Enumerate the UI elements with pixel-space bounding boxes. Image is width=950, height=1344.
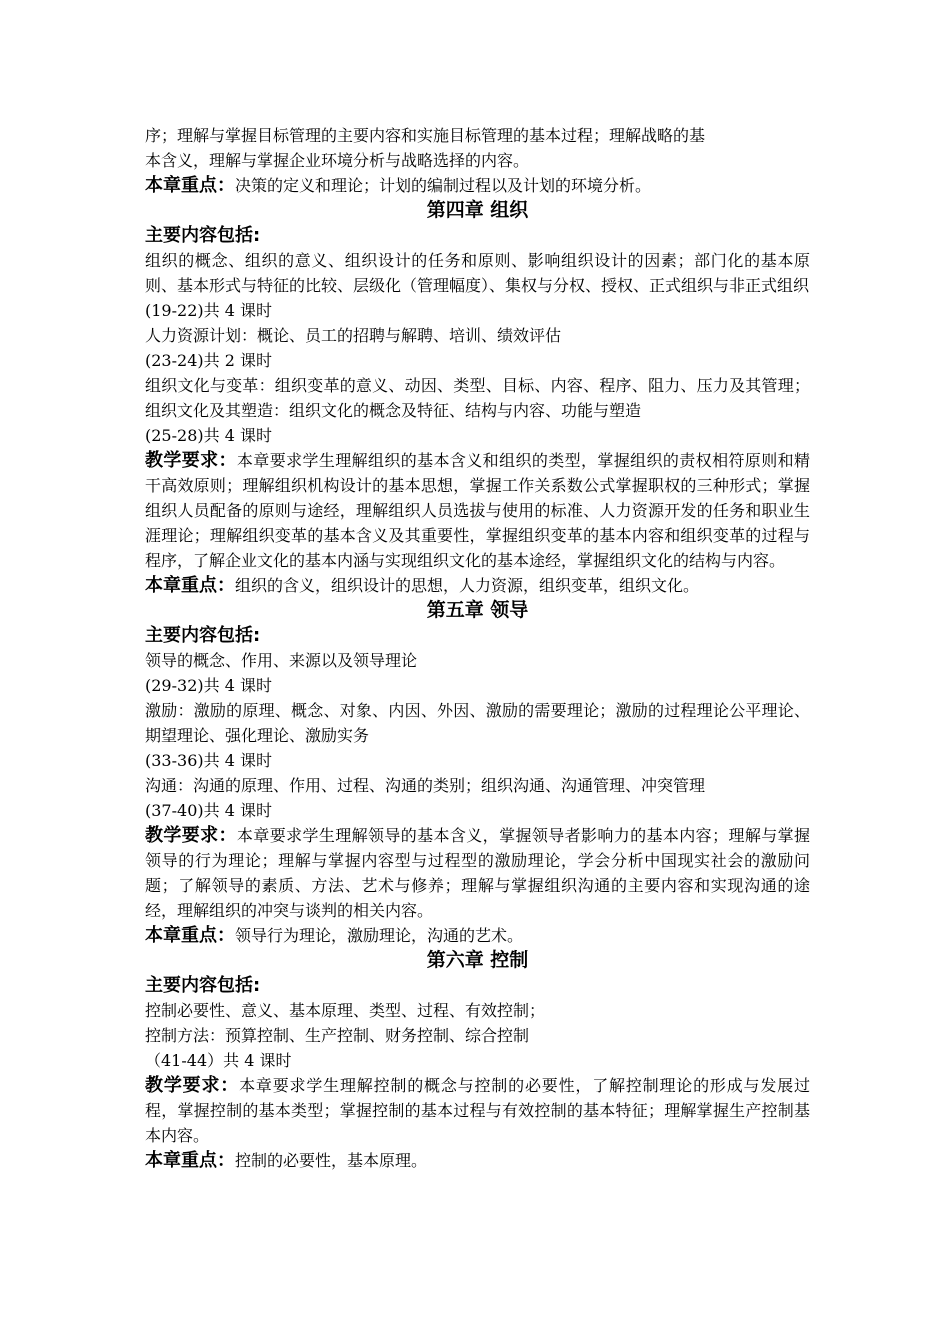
chapter-4-para-1: 组织的概念、组织的意义、组织设计的任务和原则、影响组织设计的因素；部门化的基本原则、基本形式与特征的比较、层级化（管理幅度）、集权与分权、授权、正式组织与非正式组织 (145, 251, 810, 295)
chapter-5-title: 第五章 领导 (426, 599, 529, 621)
chapter-5-hours-2: (33-36)共 4 课时 (145, 751, 272, 770)
chapter-6-hours-1: （41-44）共 4 课时 (145, 1051, 292, 1070)
chapter-5-para-1: 领导的概念、作用、来源以及领导理论 (145, 651, 418, 670)
chapter-4-title: 第四章 组织 (426, 199, 529, 221)
requirements-label: 教学要求： (145, 825, 237, 846)
document-page (145, 123, 810, 1173)
requirements-text: 本章要求学生理解控制的概念与控制的必要性，了解控制理论的形成与发展过程，掌握控制的基本类型；掌握控制的基本过程与有效控制的基本特征；理解掌握生产控制基本内容。 (145, 1076, 810, 1145)
chapter-4-para-3: 组织文化与变革：组织变革的意义、动因、类型、目标、内容、程序、阻力、压力及其管理；组织文化及其塑造：组织文化的概念及特征、结构与内容、功能与塑造 (145, 376, 810, 420)
chapter-4-para-2: 人力资源计划：概论、员工的招聘与解聘、培训、绩效评估 (145, 326, 562, 345)
focus-text: 组织的含义，组织设计的思想，人力资源，组织变革，组织文化。 (235, 576, 700, 595)
requirements-label: 教学要求： (145, 450, 237, 471)
chapter-4-hours-2: (23-24)共 2 课时 (145, 351, 272, 370)
chapter-5-para-3: 沟通：沟通的原理、作用、过程、沟通的类别；组织沟通、沟通管理、冲突管理 (145, 776, 706, 795)
focus-label: 本章重点： (145, 1150, 235, 1171)
chapter-5-focus (145, 923, 810, 948)
chapter-6-title: 第六章 控制 (426, 949, 529, 971)
requirements-label: 教学要求： (145, 1075, 240, 1096)
chapter-4-hours-3: (25-28)共 4 课时 (145, 426, 272, 445)
chapter-5-hours-3: (37-40)共 4 课时 (145, 801, 272, 820)
chapter-6-requirements (145, 1073, 810, 1148)
chapter-5-para-2: 激励：激励的原理、概念、对象、内因、外因、激励的需要理论；激励的过程理论公平理论、期望理论、强化理论、激励实务 (145, 701, 810, 745)
chapter-6-para-1: 控制必要性、意义、基本原理、类型、过程、有效控制； (145, 1001, 546, 1020)
intro-line-2: 本含义，理解与掌握企业环境分析与战略选择的内容。 (145, 151, 530, 170)
intro-line-1: 序；理解与掌握目标管理的主要内容和实施目标管理的基本过程；理解战略的基 (145, 126, 706, 145)
chapter-6-para-2: 控制方法：预算控制、生产控制、财务控制、综合控制 (145, 1026, 530, 1045)
focus-label: 本章重点： (145, 575, 235, 596)
chapter-6-content-label: 主要内容包括: (145, 975, 261, 996)
chapter-5-requirements (145, 823, 810, 923)
chapter-4-content-label: 主要内容包括: (145, 225, 261, 246)
chapter-4-hours-1: (19-22)共 4 课时 (145, 301, 272, 320)
focus-label: 本章重点： (145, 175, 235, 196)
intro-focus (145, 173, 810, 198)
focus-text: 控制的必要性，基本原理。 (235, 1151, 428, 1170)
focus-text: 领导行为理论，激励理论，沟通的艺术。 (235, 926, 524, 945)
requirements-text: 本章要求学生理解组织的基本含义和组织的类型，掌握组织的责权相符原则和精干高效原则；理解组织机构设计的基本思想，掌握工作关系数公式掌握职权的三种形式；掌握组织人员配备的原则与途经，理解组织人员选拔与使用的标准、人力资源开发的任务和职业生涯理论；理解组织变革的基本含义及其重要性，掌握组织变革的基本内容和组织变革的过程与程序，了解企业文化的基本内涵与实现组织文化的基本途经，掌握组织文化的结构与内容。 (145, 451, 810, 570)
chapter-5-content-label: 主要内容包括: (145, 625, 261, 646)
chapter-5-hours-1: (29-32)共 4 课时 (145, 676, 272, 695)
chapter-6-focus (145, 1148, 810, 1173)
chapter-4-requirements (145, 448, 810, 573)
focus-label: 本章重点： (145, 925, 235, 946)
chapter-4-focus (145, 573, 810, 598)
requirements-text: 本章要求学生理解领导的基本含义，掌握领导者影响力的基本内容；理解与掌握领导的行为理论；理解与掌握内容型与过程型的激励理论，学会分析中国现实社会的激励问题；了解领导的素质、方法、艺术与修养；理解与掌握组织沟通的主要内容和实现沟通的途经，理解组织的冲突与谈判的相关内容。 (145, 826, 810, 920)
focus-text: 决策的定义和理论；计划的编制过程以及计划的环境分析。 (235, 176, 652, 195)
